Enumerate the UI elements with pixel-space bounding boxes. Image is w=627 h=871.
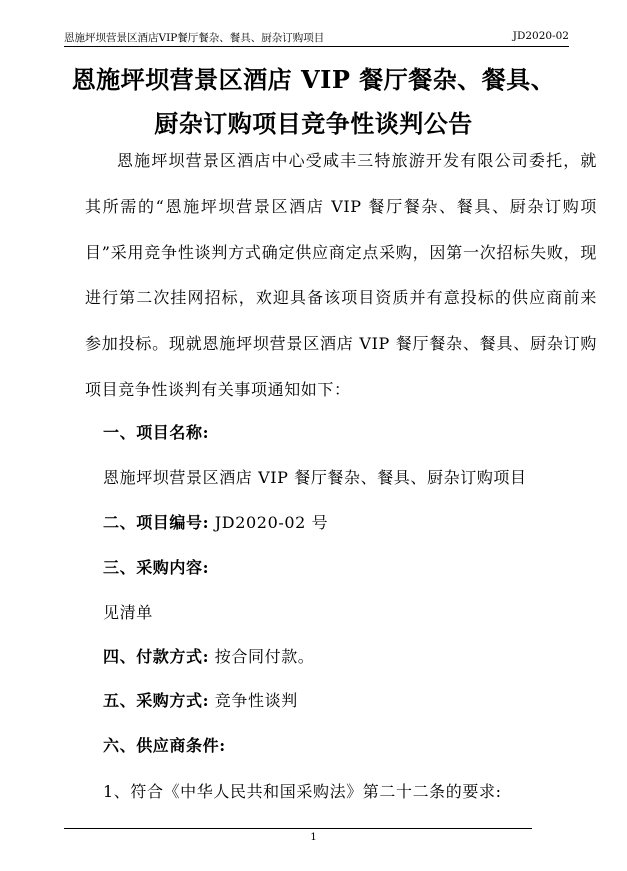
intro-paragraph [85,138,597,413]
section-5-label: 五、采购方式: [103,691,210,710]
section-1 [103,420,209,443]
section-6-item-1: 1、符合《中华人民共和国采购法》第二十二条的要求: [103,782,502,801]
header-left-text: 恩施坪坝营景区酒店VIP餐厅餐杂、餐具、厨杂订购项目 [64,32,325,44]
header-right-text: JD2020-02 [512,30,569,42]
section-5 [103,688,298,711]
section-2-label: 二、项目编号: [103,513,210,532]
section-3-label: 三、采购内容: [103,558,210,577]
section-6 [103,733,226,756]
section-5-value: 竞争性谈判 [214,691,298,710]
section-1-label: 一、项目名称: [103,423,210,442]
section-4 [103,644,314,667]
section-2 [103,510,328,533]
page-header [64,28,569,47]
section-4-value: 按合同付款。 [214,647,315,666]
page-number: 1 [310,832,317,843]
section-1-value: 恩施坪坝营景区酒店 VIP 餐厅餐杂、餐具、厨杂订购项目 [103,468,527,487]
section-3-value: 见清单 [103,603,153,622]
footer-divider [64,828,532,829]
section-3 [103,555,209,578]
section-6-label: 六、供应商条件: [103,736,226,755]
document-title-line-1: 恩施坪坝营景区酒店 VIP 餐厅餐杂、餐具、 [71,65,556,94]
document-title-line-2: 厨杂订购项目竞争性谈判公告 [154,109,473,138]
section-4-label: 四、付款方式: [103,647,210,666]
intro-text: 恩施坪坝营景区酒店中心受咸丰三特旅游开发有限公司委托，就其所需的“恩施坪坝营景区酒店 VIP 餐厅餐杂、餐具、厨杂订购项目”采用竞争性谈判方式确定供应商定点采购，因第一次招标失败，现进行第二次挂网招标，欢迎具备该项目资质并有意投标的供应商前来参加投标。现就恩施坪坝营景区酒店 VIP 餐厅餐杂、餐具、厨杂订购项目竞争性谈判有关事项通知如下： [85,151,597,399]
section-2-value: JD2020-02 号 [214,513,329,532]
